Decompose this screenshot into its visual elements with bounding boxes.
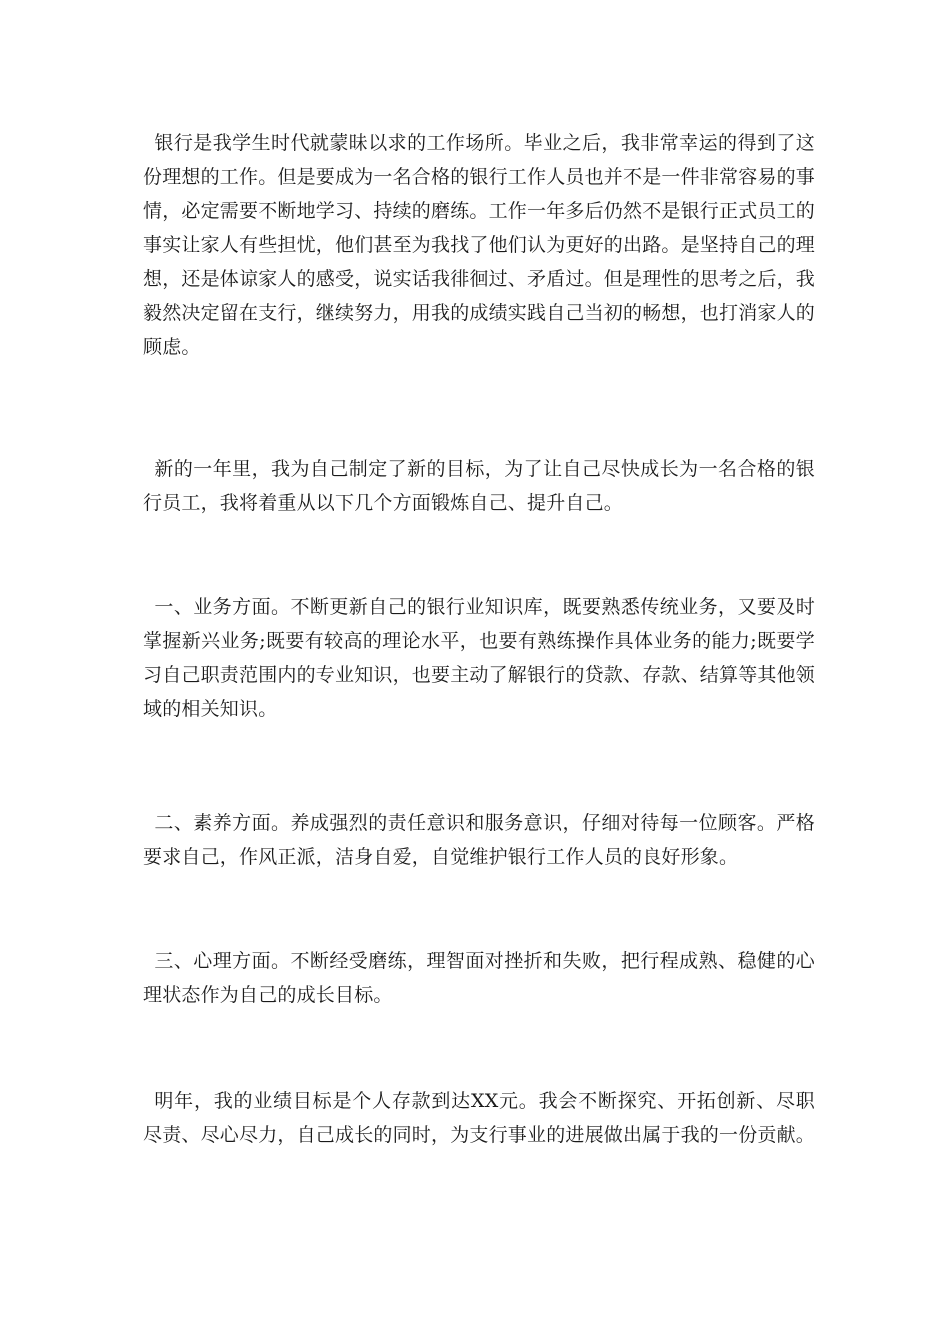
paragraph-new-year-goals: 新的一年里，我为自己制定了新的目标，为了让自己尽快成长为一名合格的银行员工，我将着重从以下几个方面锻炼自己、提升自己。 <box>143 458 815 514</box>
paragraph-business-aspect: 一、业务方面。不断更新自己的银行业知识库，既要熟悉传统业务，又要及时掌握新兴业务;既要有较高的理论水平，也要有熟练操作具体业务的能力;既要学习自己职责范围内的专业知识，也要主动了解银行的贷款、存款、结算等其他领域的相关知识。 <box>143 596 816 720</box>
paragraph-psychology-aspect: 三、心理方面。不断经受磨练，理智面对挫折和失败，把行程成熟、稳健的心理状态作为自己的成长目标。 <box>143 950 815 1006</box>
paragraph-performance-target: 明年，我的业绩目标是个人存款到达XX元。我会不断探究、开拓创新、尽职尽责、尽心尽力，自己成长的同时，为支行事业的进展做出属于我的一份贡献。 <box>143 1090 816 1146</box>
paragraph-bank-aspiration: 银行是我学生时代就蒙昧以求的工作场所。毕业之后，我非常幸运的得到了这份理想的工作。但是要成为一名合格的银行工作人员也并不是一件非常容易的事情，必定需要不断地学习、持续的磨练。工作一年多后仍然不是银行正式员工的事实让家人有些担忧，他们甚至为我找了他们认为更好的出路。是坚持自己的理想，还是体谅家人的感受，说实话我徘徊过、矛盾过。但是理性的思考之后，我毅然决定留在支行，继续努力，用我的成绩实践自己当初的畅想，也打消家人的顾虑。 <box>143 132 816 358</box>
paragraph-quality-aspect: 二、素养方面。养成强烈的责任意识和服务意识，仔细对待每一位顾客。严格要求自己，作风正派，洁身自爱，自觉维护银行工作人员的良好形象。 <box>143 812 815 868</box>
